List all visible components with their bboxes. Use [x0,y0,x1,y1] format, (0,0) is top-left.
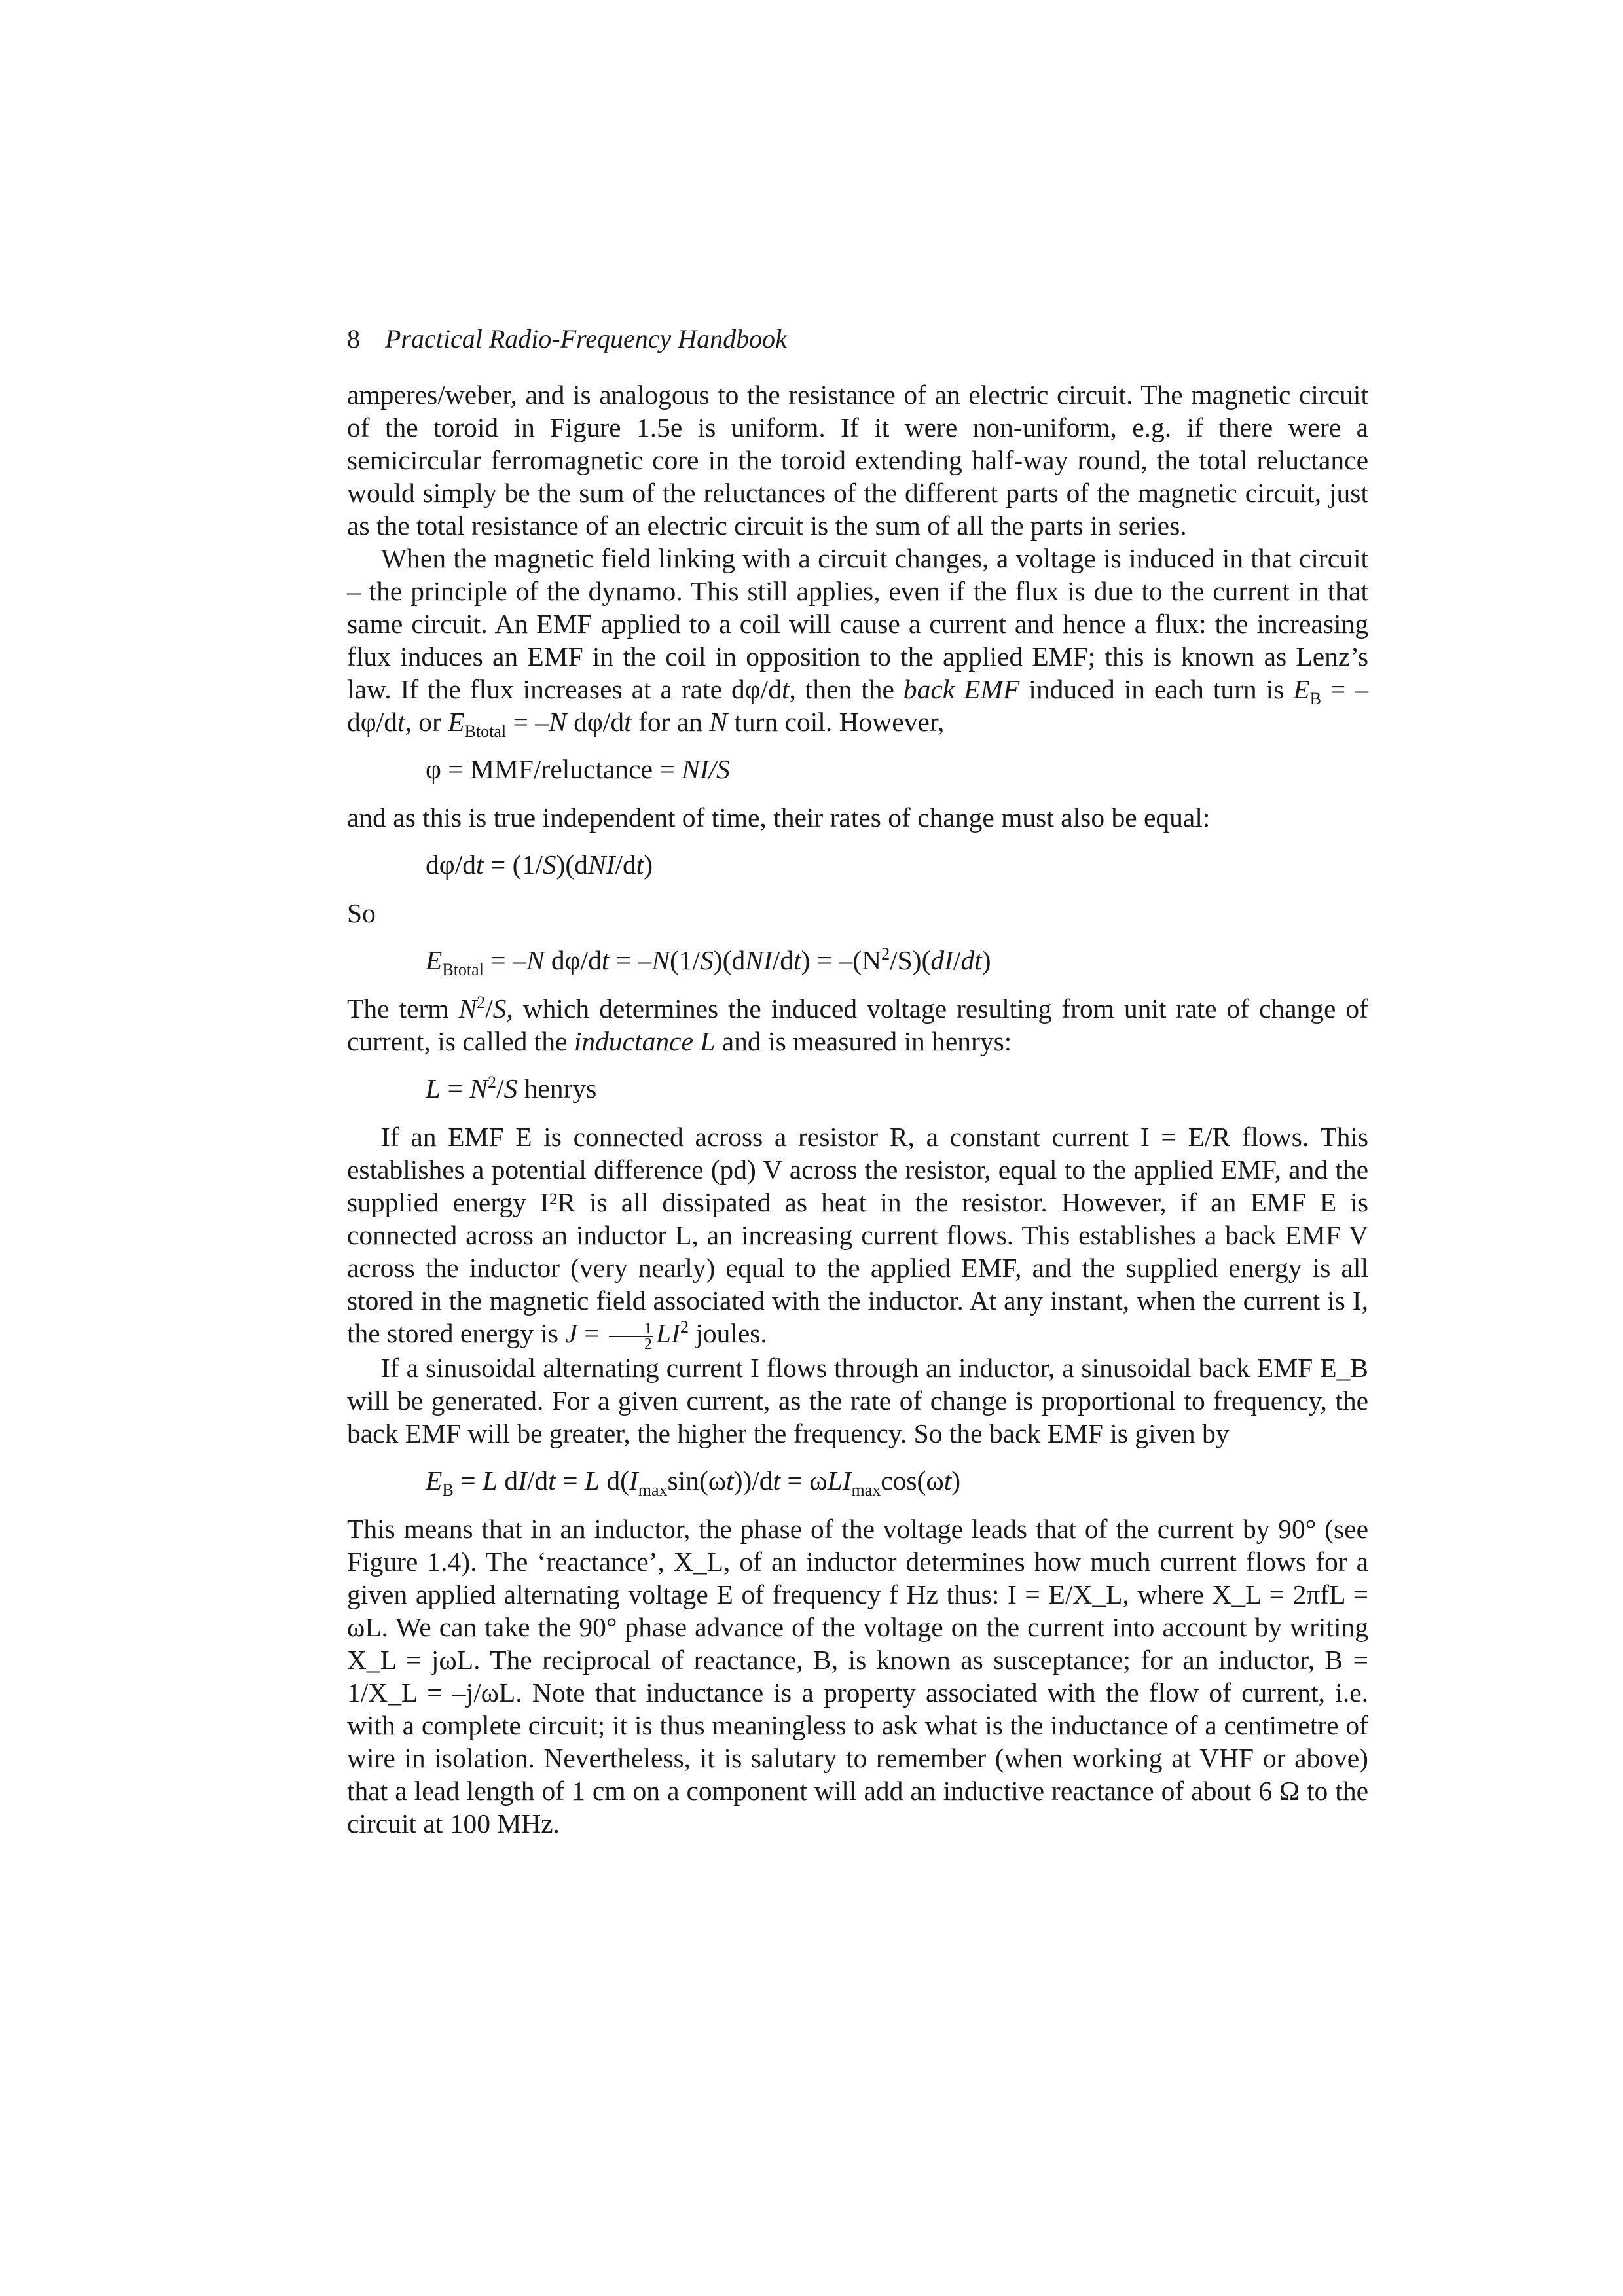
equation-back-emf-sinusoid: $E_B = L$ dI/dt = L $d(I_{max}\sin(\omega t))/dt = \omega LI_{max}\cos(\omega t)$ [426,1465,961,1499]
fraction-one-half: $\frac{1}{2}$ [609,1321,653,1352]
equation-inductance: $L = N^2/S$ henrys [426,1073,597,1103]
paragraph-reluctance: amperes/weber, and is analogous to the resistance of an electric circuit. The magnetic circuit of the toroid in Figure 1.5e is uniform. If it were non-uniform, e.g. if there were a semicircular ferromagnetic core in the toroid extending half-way round, the total reluctance would simply be the sum of the reluctances of the different parts of the magnetic circuit, just as the total resistance of an electric circuit is the sum of all the parts in series. [347,380,1368,541]
paragraph-stored-energy: If an EMF E is connected across a resistor R, a constant current I = E/R flows. This establishes a potential difference (pd) V across the resistor, equal to the applied EMF, and the supplied energy I²R is all dissipated as heat in the resistor. However, if an EMF E is connected across an inductor L, an increasing current flows. This establishes a back EMF V across the inductor (very nearly) equal to the applied EMF, and the supplied energy is all stored in the magnetic field associated with the inductor. At any instant, when the current is I, the stored energy is J = $\frac{1}{2}$ $LI^2$ joules. [347,1122,1368,1353]
equation-back-emf-total: $E_{Btotal} = -N$ $d\varphi/dt = -N(1/S)(dNI/dt) = -(N^2/S)(dI/dt)$ [426,944,991,979]
paragraph-sinusoidal-current: If a sinusoidal alternating current I flows through an inductor, a sinusoidal back EMF E_B will be generated. For a given current, as the rate of change is proportional to frequency, the back EMF will be greater, the higher the frequency. So the back EMF is given by [347,1353,1368,1448]
paragraph-inductance-definition: The term $N^2/S$, which determines the induced voltage resulting from unit rate of change of current, is called the inductance L and is measured in henrys: [347,993,1368,1056]
paragraph-reactance: This means that in an inductor, the phase of the voltage leads that of the current by 90° (see Figure 1.4). The ‘reactance’, X_L, of an inductor determines how much current flows for a given applied alternating voltage E of frequency f Hz thus: I = E/X_L, where X_L = 2πfL = ωL. We can take the 90° phase advance of the voltage on the current into account by writing X_L = jωL. The reciprocal of reactance, B, is known as susceptance; for an inductor, B = 1/X_L = –j/ωL. Note that inductance is a property associated with the flow of current, i.e. with a complete circuit; it is thus meaningless to ask what is the inductance of a centimetre of wire in isolation. Nevertheless, it is salutary to remember (when working at VHF or above) that a lead length of 1 cm on a component will add an inductive reactance of about 6 Ω to the circuit at 100 MHz. [347,1514,1368,1839]
page-number: 8 [347,324,360,353]
paragraph-lenz-law: When the magnetic field linking with a circuit changes, a voltage is induced in that circuit – the principle of the dynamo. This still applies, even if the flux is due to the current in that same circuit. An EMF applied to a coil will cause a current and hence a flux: the increasing flux induces an EMF in the coil in opposition to the applied EMF; this is known as Lenz’s law. If the flux increases at a rate dφ/dt, then the back EMF induced in each turn is $E_B = -d\varphi/dt$, or $E_{Btotal} = -N$ dφ/dt for an N turn coil. However, [347,543,1368,741]
equation-flux: φ = MMF/reluctance = NI/S [426,754,730,784]
paragraph-rates: and as this is true independent of time, their rates of change must also be equal: [347,802,1211,833]
book-title: Practical Radio-Frequency Handbook [385,324,787,353]
paragraph-so: So [347,898,376,928]
page-content [347,319,1368,1840]
running-header [347,319,1368,359]
equation-flux-rate: dφ/dt = (1/S)(dNI/dt) [426,850,653,880]
